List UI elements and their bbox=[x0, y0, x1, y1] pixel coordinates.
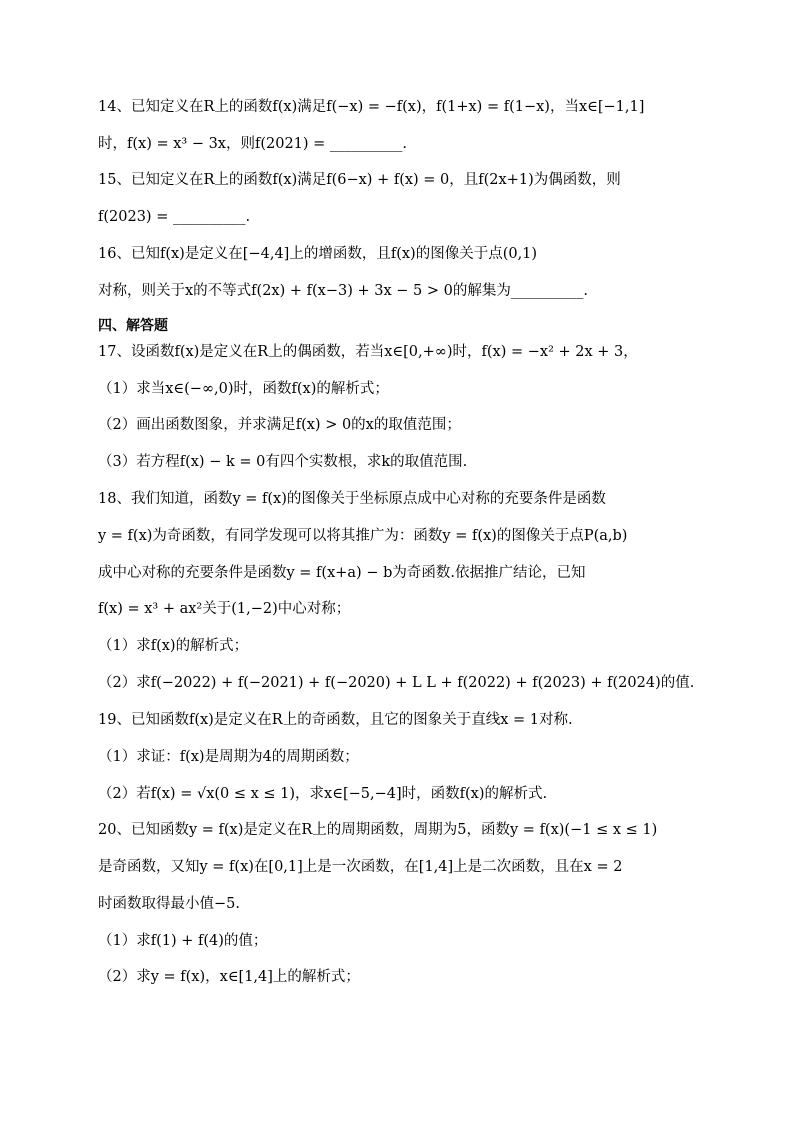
problem-20-part-2: （2）求y = f(x)，x∈[1,4]上的解析式； bbox=[98, 969, 360, 985]
problem-14-line-2: 时，f(x) = x³ − 3x，则f(2021) = __________. bbox=[98, 136, 408, 152]
problem-18-line-1: 18、我们知道，函数y = f(x)的图像关于坐标原点成中心对称的充要条件是函数 bbox=[98, 491, 606, 507]
problem-19-part-2: （2）若f(x) = √x(0 ≤ x ≤ 1)，求x∈[−5,−4]时，函数f(x)的解析式. bbox=[98, 786, 548, 802]
problem-20-line-3: 时函数取得最小值−5. bbox=[98, 896, 240, 912]
problem-16-line-1: 16、已知f(x)是定义在[−4,4]上的增函数，且f(x)的图像关于点(0,1) bbox=[98, 246, 538, 262]
problem-16-line-2: 对称，则关于x的不等式f(2x) + f(x−3) + 3x − 5 > 0的解集为__________. bbox=[98, 283, 588, 299]
section-heading: 四、解答题 bbox=[98, 318, 168, 334]
problem-20-part-1: （1）求f(1) + f(4)的值； bbox=[98, 933, 268, 949]
problem-20-line-2: 是奇函数，又知y = f(x)在[0,1]上是一次函数，在[1,4]上是二次函数，且在x = 2 bbox=[98, 859, 623, 875]
problem-18-part-2: （2）求f(−2022) + f(−2021) + f(−2020) + L L + f(2022) + f(2023) + f(2024)的值. bbox=[98, 675, 695, 691]
problem-18-line-4: f(x) = x³ + ax²关于(1,−2)中心对称； bbox=[98, 601, 351, 617]
problem-18-line-2: y = f(x)为奇函数，有同学发现可以将其推广为：函数y = f(x)的图像关于点P(a,b) bbox=[98, 528, 628, 544]
problem-19-part-1: （1）求证：f(x)是周期为4的周期函数； bbox=[98, 749, 359, 765]
problem-17-part-2: （2）画出函数图象，并求满足f(x) > 0的x的取值范围； bbox=[98, 417, 461, 433]
problem-17-line-1: 17、设函数f(x)是定义在R上的偶函数，若当x∈[0,+∞)时，f(x) = −x² + 2x + 3， bbox=[98, 344, 638, 360]
problem-18-part-1: （1）求f(x)的解析式； bbox=[98, 638, 249, 654]
problem-15-line-2: f(2023) = __________. bbox=[98, 209, 251, 225]
problem-19-line-1: 19、已知函数f(x)是定义在R上的奇函数，且它的图象关于直线x = 1对称. bbox=[98, 712, 573, 728]
problem-18-line-3: 成中心对称的充要条件是函数y = f(x+a) − b为奇函数.依据推广结论，已知 bbox=[98, 565, 586, 581]
problem-17-part-3: （3）若方程f(x) − k = 0有四个实数根，求k的取值范围. bbox=[98, 454, 468, 470]
problem-20-line-1: 20、已知函数y = f(x)是定义在R上的周期函数，周期为5，函数y = f(x)(−1 ≤ x ≤ 1) bbox=[98, 822, 658, 838]
problem-15-line-1: 15、已知定义在R上的函数f(x)满足f(6−x) + f(x) = 0，且f(2x+1)为偶函数，则 bbox=[98, 172, 621, 188]
problem-14-line-1: 14、已知定义在R上的函数f(x)满足f(−x) = −f(x)，f(1+x) = f(1−x)，当x∈[−1,1] bbox=[98, 99, 645, 115]
problem-17-part-1: （1）求当x∈(−∞,0)时，函数f(x)的解析式； bbox=[98, 381, 389, 397]
